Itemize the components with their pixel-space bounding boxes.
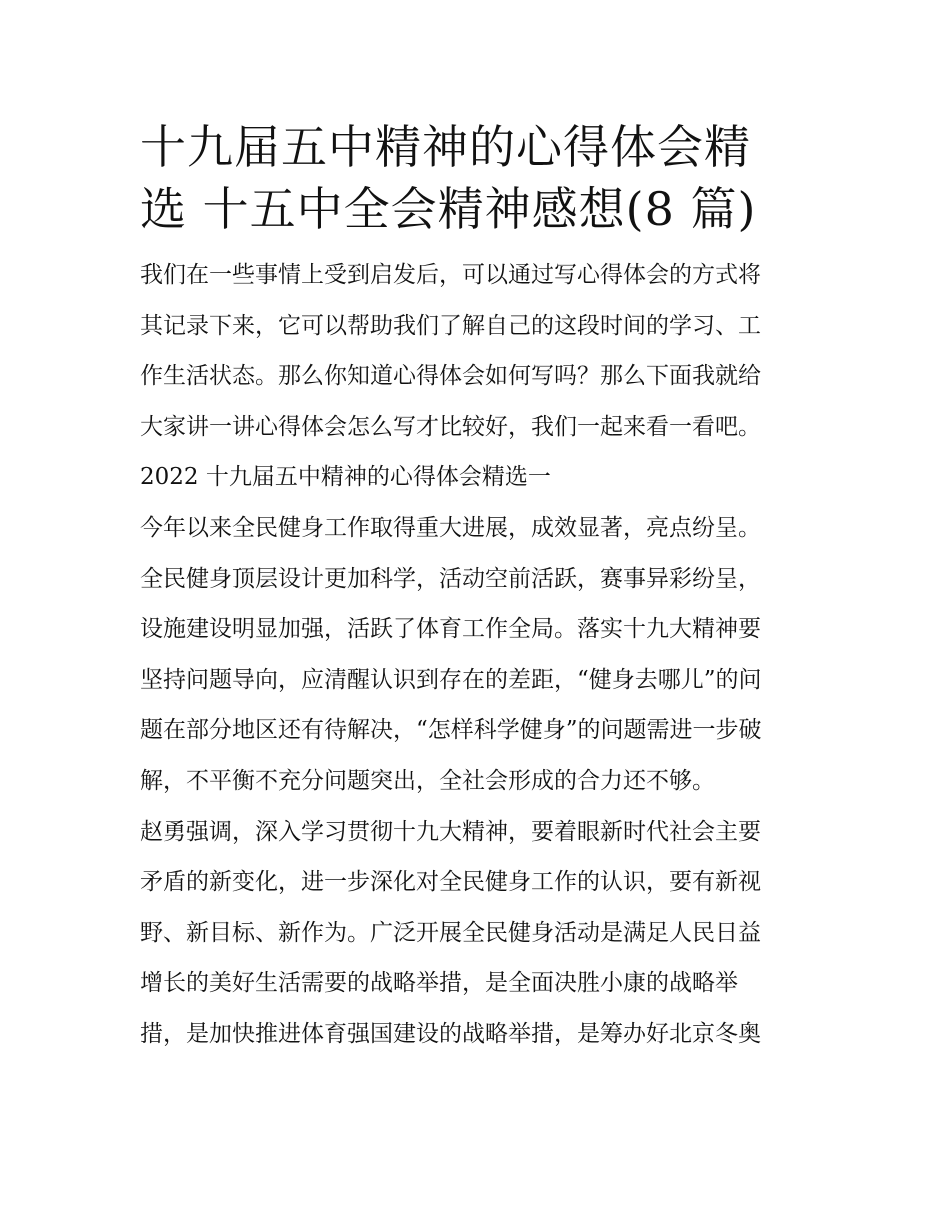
text-line: 增长的美好生活需要的战略举措，是全面决胜小康的战略举 bbox=[140, 970, 738, 997]
text-line: 作生活状态。那么你知道心得体会如何写吗？那么下面我就给 bbox=[140, 363, 761, 390]
text-line: 设施建设明显加强，活跃了体育工作全局。落实十九大精神要 bbox=[140, 616, 761, 643]
text-line: 今年以来全民健身工作取得重大进展，成效显著，亮点纷呈。 bbox=[140, 514, 761, 541]
document-body bbox=[140, 250, 820, 1060]
document-content bbox=[140, 116, 820, 1060]
title-line: 选 十五中全会精神感想(8 篇) bbox=[140, 182, 757, 236]
title-line: 十九届五中精神的心得体会精 bbox=[140, 120, 751, 174]
text-line: 措，是加快推进体育强国建设的战略举措，是筹办好北京冬奥 bbox=[140, 1020, 761, 1047]
paragraph-1 bbox=[140, 503, 820, 807]
text-line: 我们在一些事情上受到启发后，可以通过写心得体会的方式将 bbox=[140, 262, 761, 288]
text-line: 坚持问题导向，应清醒认识到存在的差距，“健身去哪儿”的问 bbox=[140, 666, 762, 693]
document-title bbox=[140, 116, 820, 240]
text-line: 题在部分地区还有待解决，“怎样科学健身”的问题需进一步破 bbox=[140, 717, 762, 744]
text-line: 全民健身顶层设计更加科学，活动空前活跃，赛事异彩纷呈， bbox=[140, 565, 761, 592]
text-line: 其记录下来，它可以帮助我们了解自己的这段时间的学习、工 bbox=[140, 312, 761, 339]
section-heading-text: 2022 十九届五中精神的心得体会精选一 bbox=[140, 464, 551, 491]
text-line: 解，不平衡不充分问题突出，全社会形成的合力还不够。 bbox=[140, 767, 715, 794]
intro-paragraph bbox=[140, 250, 820, 452]
text-line: 野、新目标、新作为。广泛开展全民健身活动是满足人民日益 bbox=[140, 919, 761, 946]
text-line: 赵勇强调，深入学习贯彻十九大精神，要着眼新时代社会主要 bbox=[140, 818, 761, 845]
text-line: 大家讲一讲心得体会怎么写才比较好，我们一起来看一看吧。 bbox=[140, 413, 761, 440]
section-heading bbox=[140, 452, 820, 503]
paragraph-2 bbox=[140, 807, 820, 1060]
text-line: 矛盾的新变化，进一步深化对全民健身工作的认识，要有新视 bbox=[140, 869, 761, 896]
